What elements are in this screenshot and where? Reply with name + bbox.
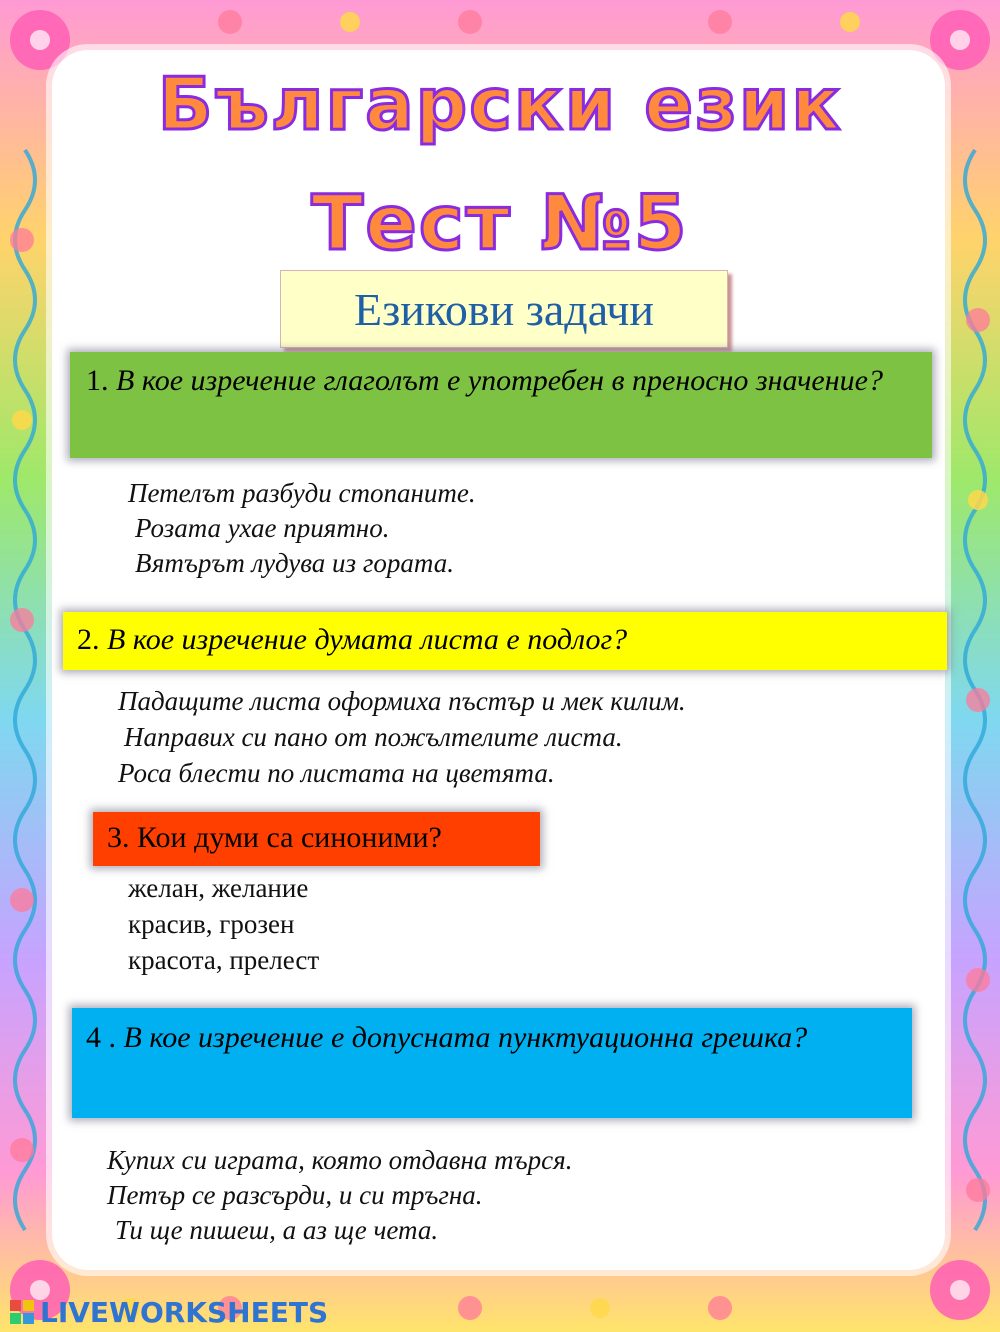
- question-2-option-1[interactable]: Падащите листа оформиха пъстър и мек килим.: [118, 686, 686, 716]
- question-4-number: 4 .: [86, 1021, 116, 1054]
- question-1-option-3[interactable]: Вятърът лудува из гората.: [135, 548, 454, 578]
- footer-brand-text: LIVEWORKSHEETS: [40, 1295, 329, 1329]
- question-3-box: [93, 812, 540, 866]
- question-4-box: [72, 1008, 912, 1118]
- question-4-option-1[interactable]: Купих си играта, която отдавна търся.: [107, 1145, 573, 1175]
- question-3-option-2[interactable]: красив, грозен: [128, 909, 295, 939]
- subtitle-box: [280, 270, 728, 348]
- question-1-box: [70, 352, 932, 458]
- question-3-text: Кои думи са синоними?: [137, 821, 442, 854]
- question-2-number: 2.: [77, 623, 100, 656]
- test-number-title: Тест №5: [311, 178, 689, 267]
- question-4-option-3[interactable]: Ти ще пишеш, а аз ще чета.: [115, 1215, 439, 1245]
- liveworksheets-logo-icon: [8, 1298, 36, 1326]
- question-3-option-1[interactable]: желан, желание: [128, 873, 309, 903]
- footer-brand: [8, 1295, 328, 1329]
- question-2-option-2[interactable]: Направих си пано от пожълтелите листа.: [124, 722, 623, 752]
- question-3-option-3[interactable]: красота, прелест: [128, 945, 320, 975]
- subtitle: Езикови задачи: [353, 283, 655, 335]
- page-title: Български език: [157, 62, 843, 146]
- question-4-option-2[interactable]: Петър се разсърди, и си тръгна.: [107, 1180, 483, 1210]
- question-3-number: 3.: [107, 821, 130, 854]
- question-2-box: [63, 612, 947, 670]
- question-1-number: 1.: [86, 364, 109, 397]
- question-1-option-2[interactable]: Розата ухае приятно.: [135, 513, 390, 543]
- question-2-option-3[interactable]: Роса блести по листата на цветята.: [118, 758, 555, 788]
- question-2-text: В кое изречение думата листа е подлог?: [107, 623, 628, 656]
- question-4-text: В кое изречение е допусната пунктуационна грешка?: [123, 1021, 808, 1054]
- question-1-option-1[interactable]: Петелът разбуди стопаните.: [128, 478, 476, 508]
- question-1-text: В кое изречение глаголът е употребен в преносно значение?: [116, 364, 883, 397]
